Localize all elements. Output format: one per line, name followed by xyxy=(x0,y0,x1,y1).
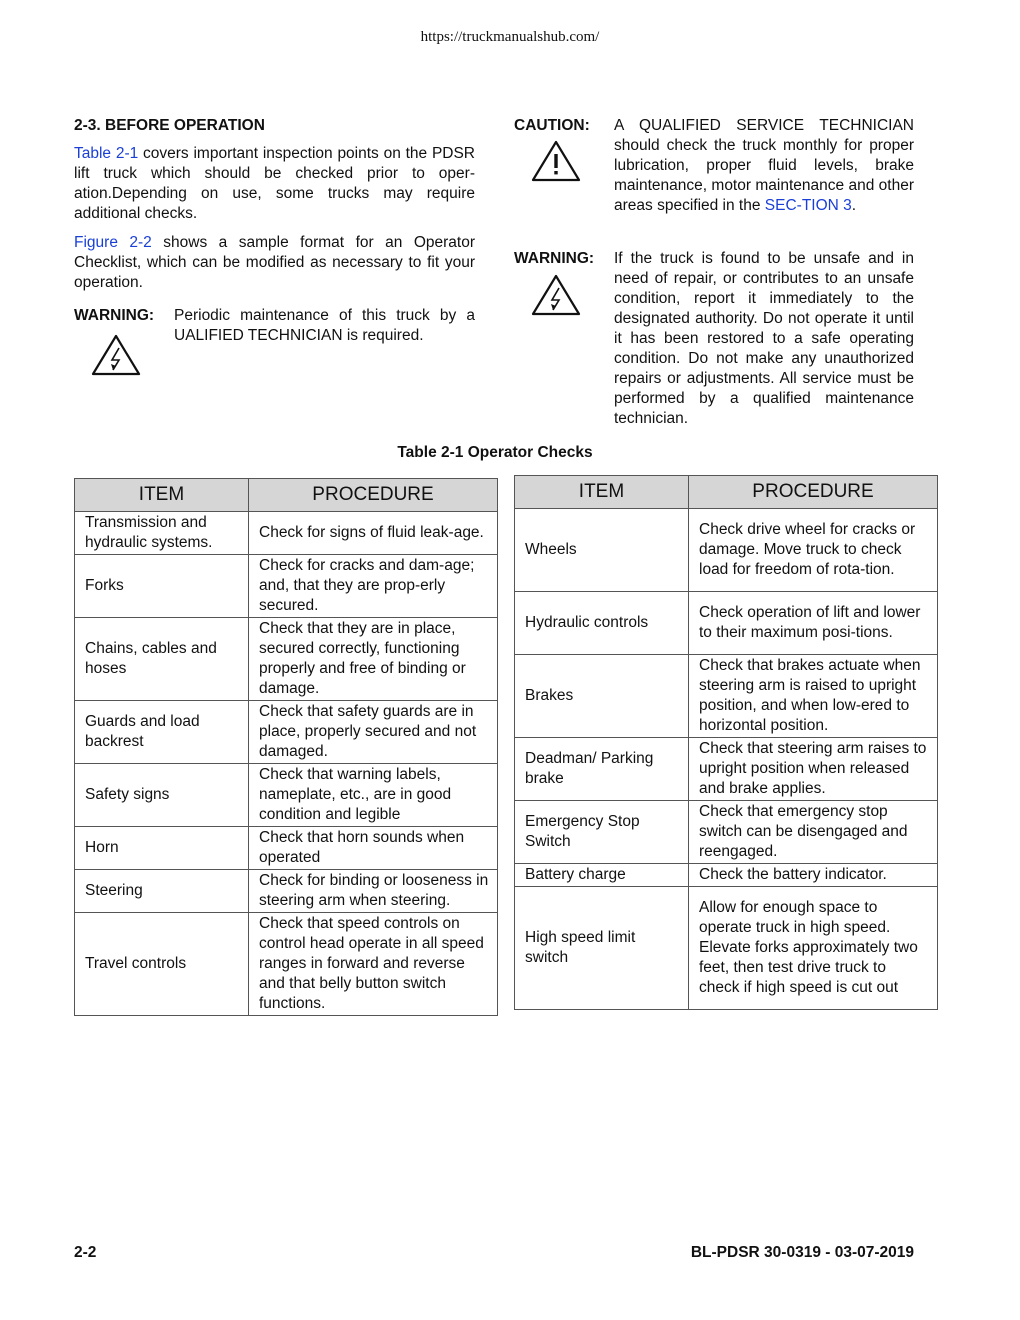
figure-2-2-link[interactable]: Figure 2-2 xyxy=(74,234,152,251)
procedure-cell: Check the battery indicator. xyxy=(689,864,938,887)
document-id: BL-PDSR 30-0319 - 03-07-2019 xyxy=(690,1244,914,1261)
procedure-cell: Check operation of lift and lower to their maximum posi-tions. xyxy=(689,592,938,655)
procedure-cell: Check that safety guards are in place, properly secured and not damaged. xyxy=(249,701,498,764)
procedure-cell: Check for binding or looseness in steering arm when steering. xyxy=(249,870,498,913)
section-heading: 2-3. BEFORE OPERATION xyxy=(74,117,265,134)
warning-text: Periodic maintenance of this truck by a UALIFIED TECHNICIAN is required. xyxy=(174,307,475,344)
warning-label-2: WARNING: xyxy=(514,250,595,267)
procedure-column-header: PROCEDURE xyxy=(249,479,498,512)
table-row xyxy=(515,509,938,592)
item-cell: Wheels xyxy=(515,509,689,592)
procedure-cell: Check that they are in place, secured correctly, functioning properly and free of binding or damage. xyxy=(249,618,498,701)
procedure-cell: Check that warning labels, nameplate, etc., are in good condition and legible xyxy=(249,764,498,827)
table-row xyxy=(75,827,498,870)
table-row xyxy=(75,701,498,764)
intro-paragraph xyxy=(74,144,475,224)
item-cell: Transmission and hydraulic systems. xyxy=(75,512,249,555)
caution-label: CAUTION: xyxy=(514,117,590,134)
item-cell: Brakes xyxy=(515,655,689,738)
procedure-cell: Check for signs of fluid leak-age. xyxy=(249,512,498,555)
operator-checks-table-right xyxy=(514,475,938,1010)
item-cell: Steering xyxy=(75,870,249,913)
procedure-cell: Check for cracks and dam-age; and, that they are prop-erly secured. xyxy=(249,555,498,618)
item-cell: Safety signs xyxy=(75,764,249,827)
table-row xyxy=(515,887,938,1010)
procedure-column-header: PROCEDURE xyxy=(689,476,938,509)
exclamation-warning-icon xyxy=(530,139,582,189)
procedure-cell: Check that steering arm raises to upright position when released and brake applies. xyxy=(689,738,938,801)
item-cell: Chains, cables and hoses xyxy=(75,618,249,701)
operator-checks-table-left xyxy=(74,478,498,1016)
table-row xyxy=(75,512,498,555)
table-row xyxy=(75,913,498,1016)
table-row xyxy=(515,655,938,738)
procedure-cell: Check that brakes actuate when steering arm is raised to upright position, and when low-ered to horizontal position. xyxy=(689,655,938,738)
warning-label: WARNING: xyxy=(74,307,155,324)
electrical-hazard-icon xyxy=(530,273,582,323)
procedure-cell: Check that speed controls on control head operate in all speed ranges in forward and reverse and that belly button switch functions. xyxy=(249,913,498,1016)
item-column-header: ITEM xyxy=(75,479,249,512)
procedure-cell: Allow for enough space to operate truck in high speed. Elevate forks approximately two feet, then test drive truck to check if high speed is cut out xyxy=(689,887,938,1010)
table-row xyxy=(75,555,498,618)
table-header-row xyxy=(515,476,938,509)
table-row xyxy=(515,738,938,801)
table-row xyxy=(75,870,498,913)
table-row xyxy=(75,618,498,701)
item-column-header: ITEM xyxy=(515,476,689,509)
item-cell: High speed limit switch xyxy=(515,887,689,1010)
item-cell: Deadman/ Parking brake xyxy=(515,738,689,801)
item-cell: Guards and load backrest xyxy=(75,701,249,764)
item-cell: Emergency Stop Switch xyxy=(515,801,689,864)
table-row xyxy=(75,764,498,827)
procedure-cell: Check drive wheel for cracks or damage. Move truck to check load for freedom of rota-tion. xyxy=(689,509,938,592)
procedure-cell: Check that emergency stop switch can be disengaged and reengaged. xyxy=(689,801,938,864)
caution-text xyxy=(614,116,914,216)
intro-paragraph-text: covers important inspection points on the PDSR lift truck which should be checked prior to oper-ation.Depending on use, some trucks may require additional checks. xyxy=(74,145,476,222)
section-3-link[interactable]: SEC-TION 3 xyxy=(764,197,852,214)
table-2-1-link[interactable]: Table 2-1 xyxy=(74,145,139,162)
item-cell: Travel controls xyxy=(75,913,249,1016)
item-cell: Hydraulic controls xyxy=(515,592,689,655)
table-caption: Table 2-1 Operator Checks xyxy=(397,444,593,461)
caution-text-end: . xyxy=(851,197,857,214)
table-row xyxy=(515,801,938,864)
caution-text-body: A QUALIFIED SERVICE TECHNICIAN should check the truck monthly for proper lubrication, proper fluid levels, brake maintenance, motor maintenance and other areas specified in the xyxy=(614,117,914,214)
electrical-hazard-icon xyxy=(90,333,142,383)
figure-paragraph xyxy=(74,233,475,293)
procedure-cell: Check that horn sounds when operated xyxy=(249,827,498,870)
table-header-row xyxy=(75,479,498,512)
figure-paragraph-text: shows a sample format for an Operator Checklist, which can be modified as necessary to fit your operation. xyxy=(74,234,475,291)
table-row xyxy=(515,592,938,655)
header-url[interactable]: https://truckmanualshub.com/ xyxy=(420,29,600,45)
page-number: 2-2 xyxy=(74,1244,97,1261)
table-row xyxy=(515,864,938,887)
item-cell: Forks xyxy=(75,555,249,618)
warning-text-2: If the truck is found to be unsafe and in need of repair, or contributes to an unsafe condition, report it immediately to the designated authority. Do not operate it until it has been restored to a safe operating condition. Do not make any unauthorized repairs or adjustments. All service must be performed by a qualified maintenance technician. xyxy=(614,250,914,427)
item-cell: Battery charge xyxy=(515,864,689,887)
item-cell: Horn xyxy=(75,827,249,870)
